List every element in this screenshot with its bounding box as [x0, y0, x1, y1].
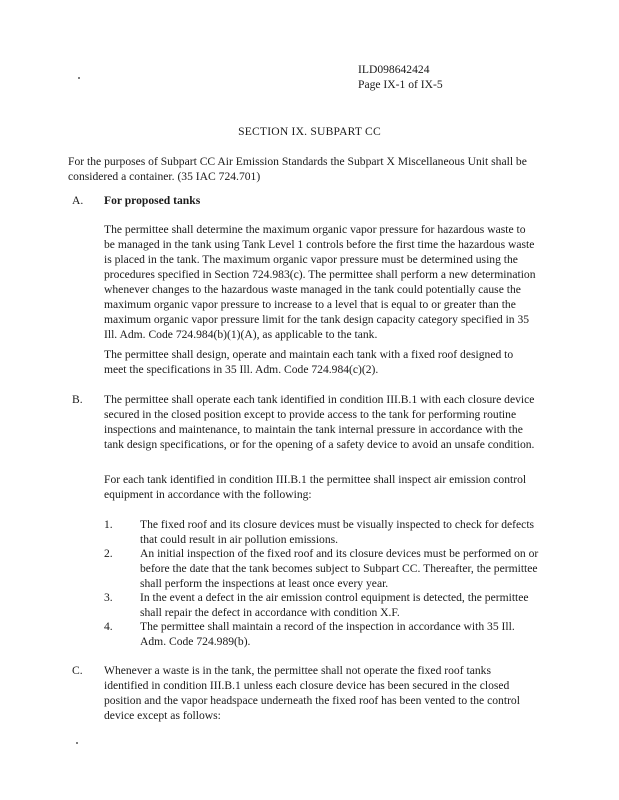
list-item-text: The fixed roof and its closure devices must be visually inspected to check for defects that could result in air pollution emissions.	[140, 518, 535, 546]
scan-speck	[78, 77, 80, 79]
list-item-text: An initial inspection of the fixed roof and its closure devices must be performed on or before the date that the tank becomes subject to Subpart CC. Thereafter, the permittee shall perform the inspections at least once every year.	[140, 547, 539, 590]
list-item-number: 3.	[104, 591, 113, 604]
scan-speck	[76, 742, 78, 744]
section-b-paragraph-2: For each tank identified in condition III.B.1 the permittee shall inspect air emission control equipment in accordance with the following:	[104, 473, 527, 501]
document-id: ILD098642424	[358, 63, 430, 76]
list-item-number: 2.	[104, 547, 113, 560]
page-header	[358, 62, 443, 92]
section-a-label: A.	[72, 194, 84, 207]
section-b-paragraph-1: The permittee shall operate each tank identified in condition III.B.1 with each closure device secured in the closed position except to provide access to the tank for performing routine inspections and maintenance, to maintain the tank internal pressure in accordance with the tank design specifications, or for the opening of a safety device to avoid an unsafe condition.	[104, 393, 535, 451]
list-item-number: 4.	[104, 620, 113, 633]
section-a-title: For proposed tanks	[104, 194, 201, 207]
list-item-text: In the event a defect in the air emission control equipment is detected, the permittee shall repair the defect in accordance with condition X.F.	[140, 591, 529, 619]
section-a-paragraph-2: The permittee shall design, operate and maintain each tank with a fixed roof designed to meet the specifications in 35 Ill. Adm. Code 724.984(c)(2).	[104, 348, 514, 376]
section-title: SECTION IX. SUBPART CC	[238, 125, 381, 138]
section-b-label: B.	[72, 393, 83, 406]
section-c-paragraph-1: Whenever a waste is in the tank, the permittee shall not operate the fixed roof tanks identified in condition III.B.1 unless each closure device has been secured in the closed position and the vapor headspace underneath the fixed roof has been vented to the control device except as follows:	[104, 664, 520, 722]
intro-paragraph: For the purposes of Subpart CC Air Emission Standards the Subpart X Miscellaneous Unit shall be considered a container. (35 IAC 724.701)	[68, 155, 527, 183]
page-reference: Page IX-1 of IX-5	[358, 78, 443, 91]
section-c-label: C.	[72, 664, 83, 677]
section-a-paragraph-1: The permittee shall determine the maximum organic vapor pressure for hazardous waste to be managed in the tank using Tank Level 1 controls before the first time the hazardous waste is placed in the tank. The maximum organic vapor pressure must be determined using the procedures specified in Section 724.983(c). The permittee shall perform a new determination whenever changes to the hazardous waste managed in the tank could potentially cause the maximum organic vapor pressure to increase to a level that is equal to or greater than the maximum organic vapor pressure limit for the tank design capacity category specified in 35 Ill. Adm. Code 724.984(b)(1)(A), as applicable to the tank.	[104, 223, 536, 341]
list-item-number: 1.	[104, 518, 113, 531]
list-item-text: The permittee shall maintain a record of the inspection in accordance with 35 Ill. Adm. Code 724.989(b).	[140, 620, 515, 648]
